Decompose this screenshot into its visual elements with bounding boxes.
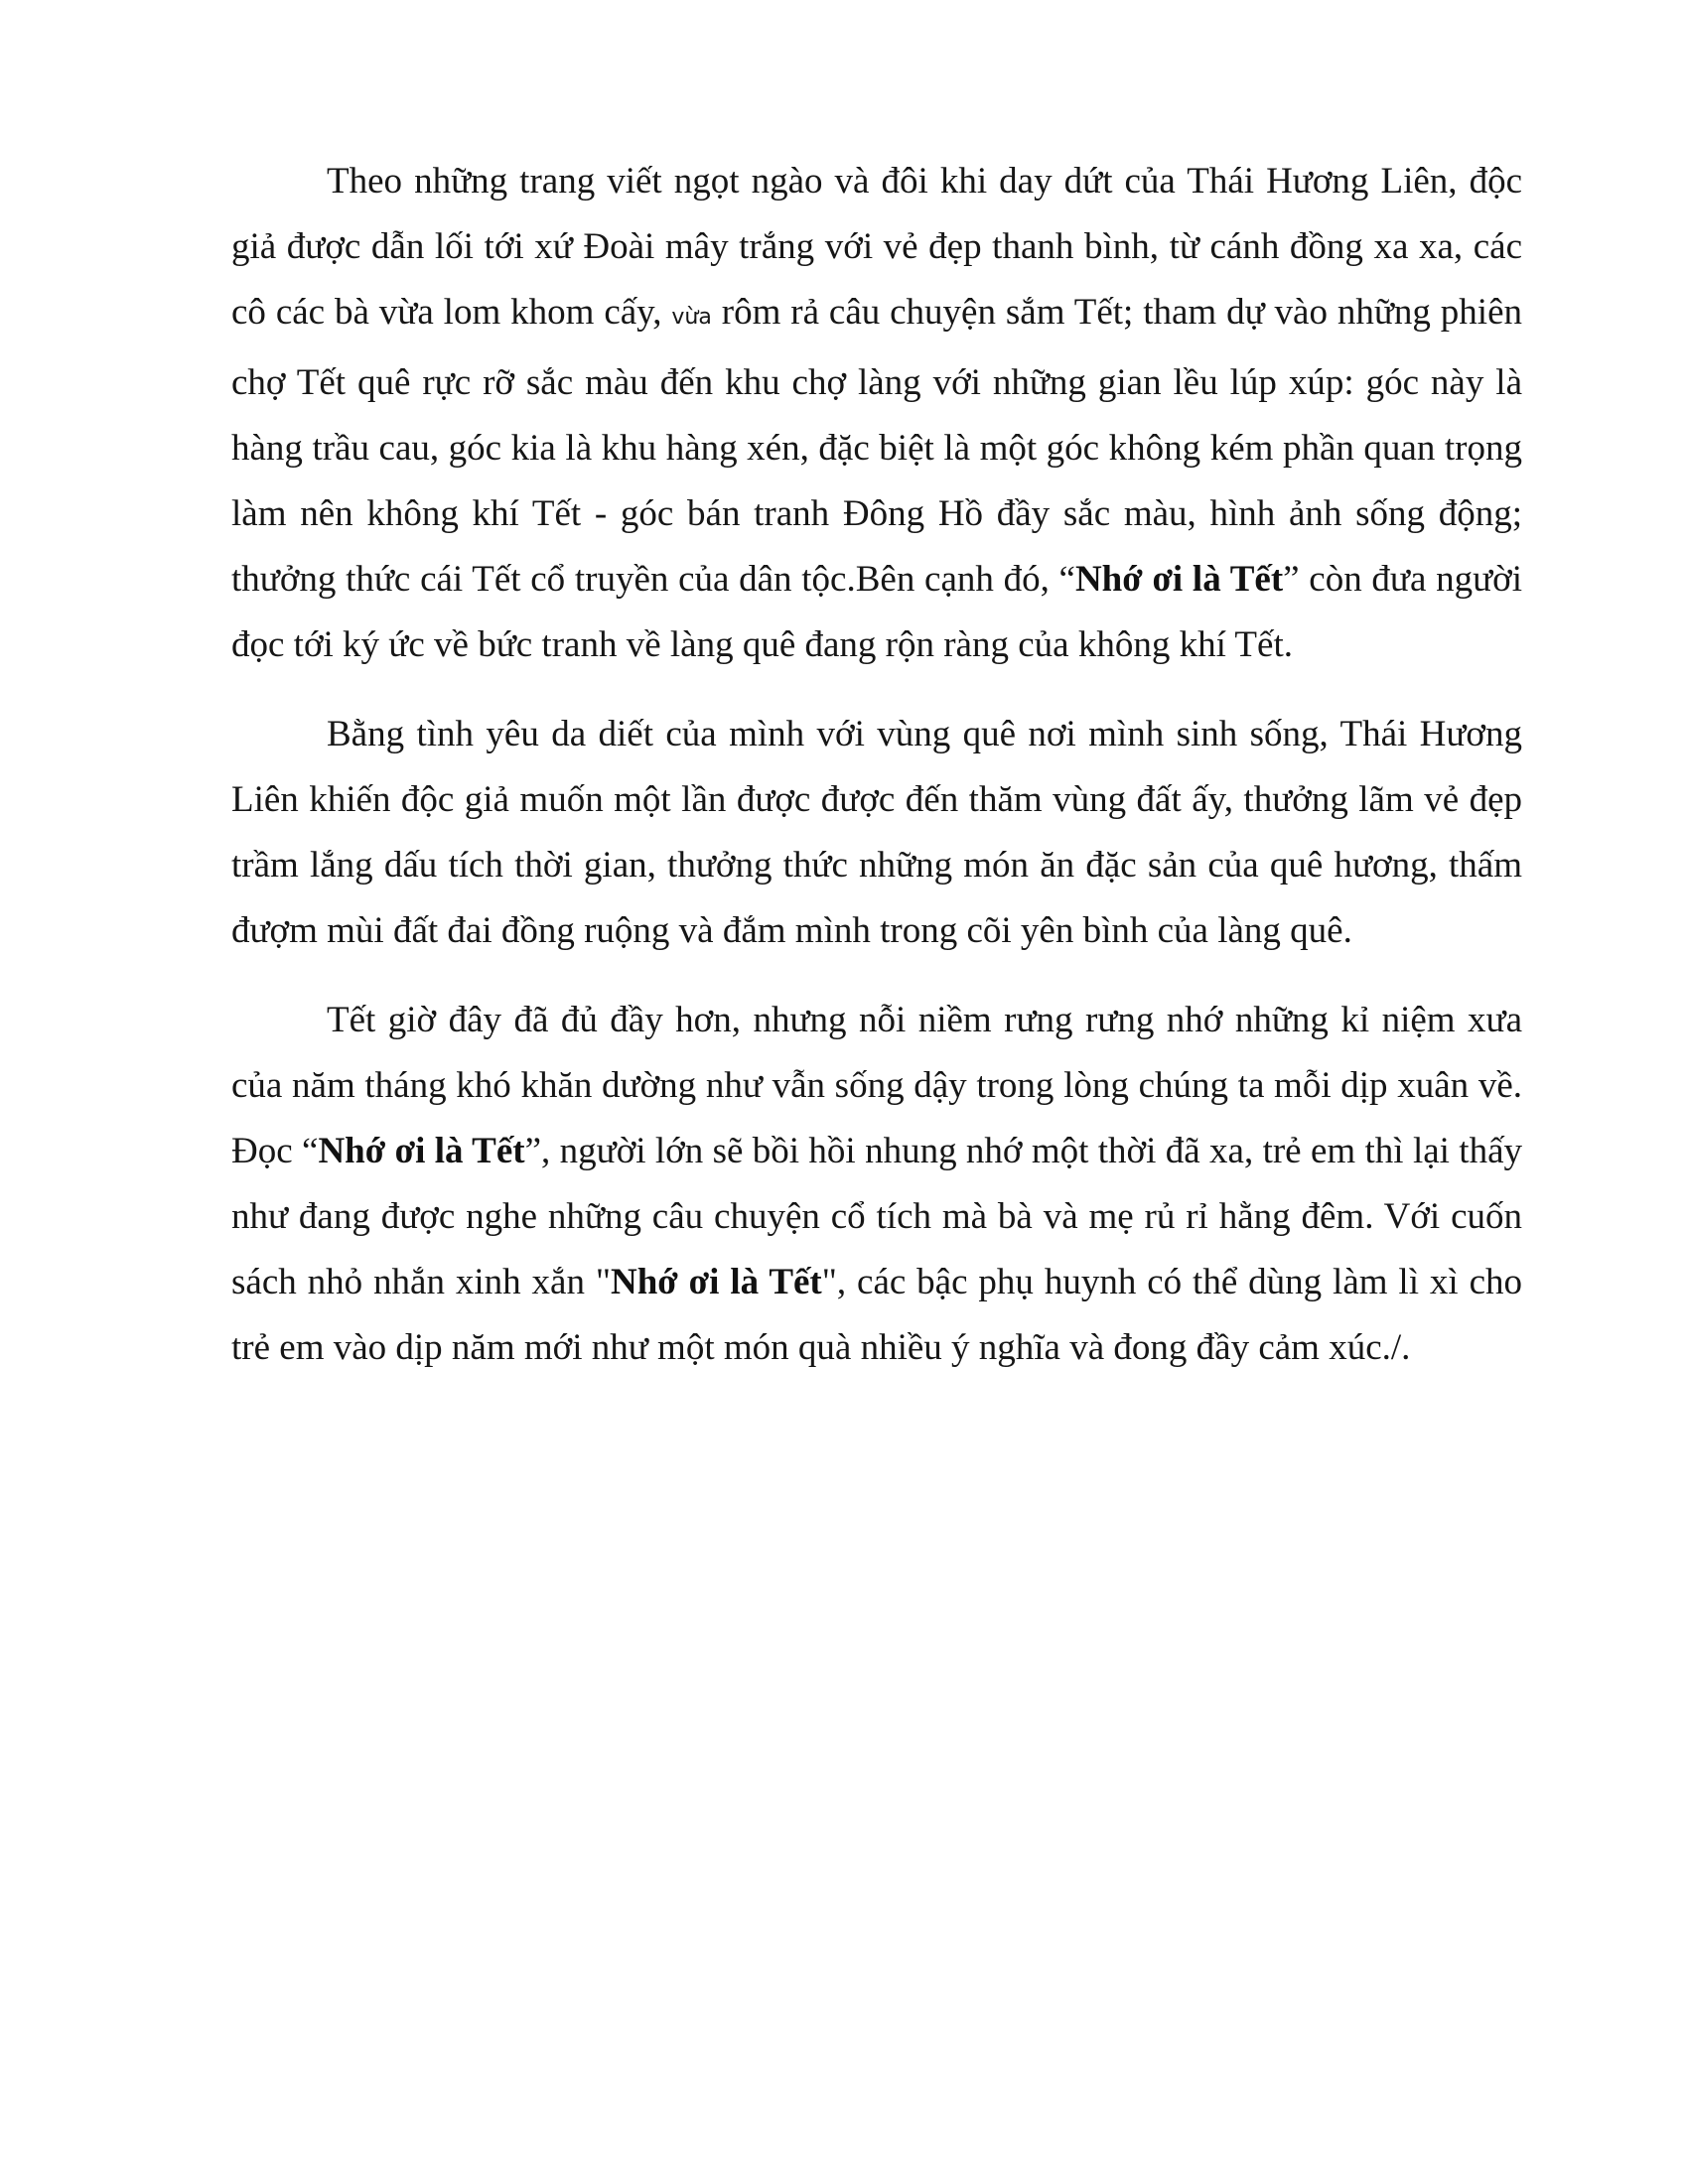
paragraph-1 [231, 149, 1522, 678]
paragraph-1-text-b: rôm rả câu chuyện sắm Tết; tham dự vào những phiên chợ Tết quê rực rỡ sắc màu đến khu chợ làng với những gian lều lúp xúp: góc này là hàng trầu cau, góc kia là khu hàng xén, đặc biệt là một góc không kém phần quan trọng làm nên không khí Tết - góc bán tranh Đông Hồ đầy sắc màu, hình ảnh sống động; thưởng thức cái Tết cổ truyền của dân tộc.Bên cạnh đó, “ [231, 292, 1522, 600]
document-body [231, 149, 1522, 1405]
book-title: Nhớ ơi là Tết [318, 1131, 525, 1171]
paragraph-1-text-c: ” còn đưa người đọc tới ký ức về bức tranh về làng quê đang rộn ràng của không khí Tết. [231, 559, 1522, 665]
paragraph-1-small-word: vừa [671, 305, 712, 330]
book-title: Nhớ ơi là Tết [1074, 559, 1284, 600]
book-title: Nhớ ơi là Tết [610, 1262, 822, 1302]
paragraph-3-text-a: Tết giờ đây đã đủ đầy hơn, nhưng nỗi niềm rưng rưng nhớ những kỉ niệm xưa của năm tháng khó khăn dường như vẫn sống dậy trong lòng chúng ta mỗi dịp xuân về. Đọc “ [231, 1000, 1522, 1171]
paragraph-2 [231, 702, 1522, 964]
paragraph-3-text-c: ", các bậc phụ huynh có thể dùng làm lì xì cho trẻ em vào dịp năm mới như một món quà nhiều ý nghĩa và đong đầy cảm xúc./. [231, 1262, 1522, 1368]
paragraph-1-text-a: Theo những trang viết ngọt ngào và đôi khi day dứt của Thái Hương Liên, độc giả được dẫn lối tới xứ Đoài mây trắng với vẻ đẹp thanh bình, từ cánh đồng xa xa, các cô các bà vừa lom khom cấy, [231, 161, 1522, 333]
paragraph-3-text-b: ”, người lớn sẽ bồi hồi nhung nhớ một thời đã xa, trẻ em thì lại thấy như đang được nghe những câu chuyện cổ tích mà bà và mẹ rủ rỉ hằng đêm. Với cuốn sách nhỏ nhắn xinh xắn " [231, 1131, 1522, 1302]
paragraph-2-text: Bằng tình yêu da diết của mình với vùng quê nơi mình sinh sống, Thái Hương Liên khiến độc giả muốn một lần được được đến thăm vùng đất ấy, thưởng lãm vẻ đẹp trầm lắng dấu tích thời gian, thưởng thức những món ăn đặc sản của quê hương, thấm đượm mùi đất đai đồng ruộng và đắm mình trong cõi yên bình của làng quê. [231, 714, 1522, 951]
paragraph-3 [231, 988, 1522, 1381]
